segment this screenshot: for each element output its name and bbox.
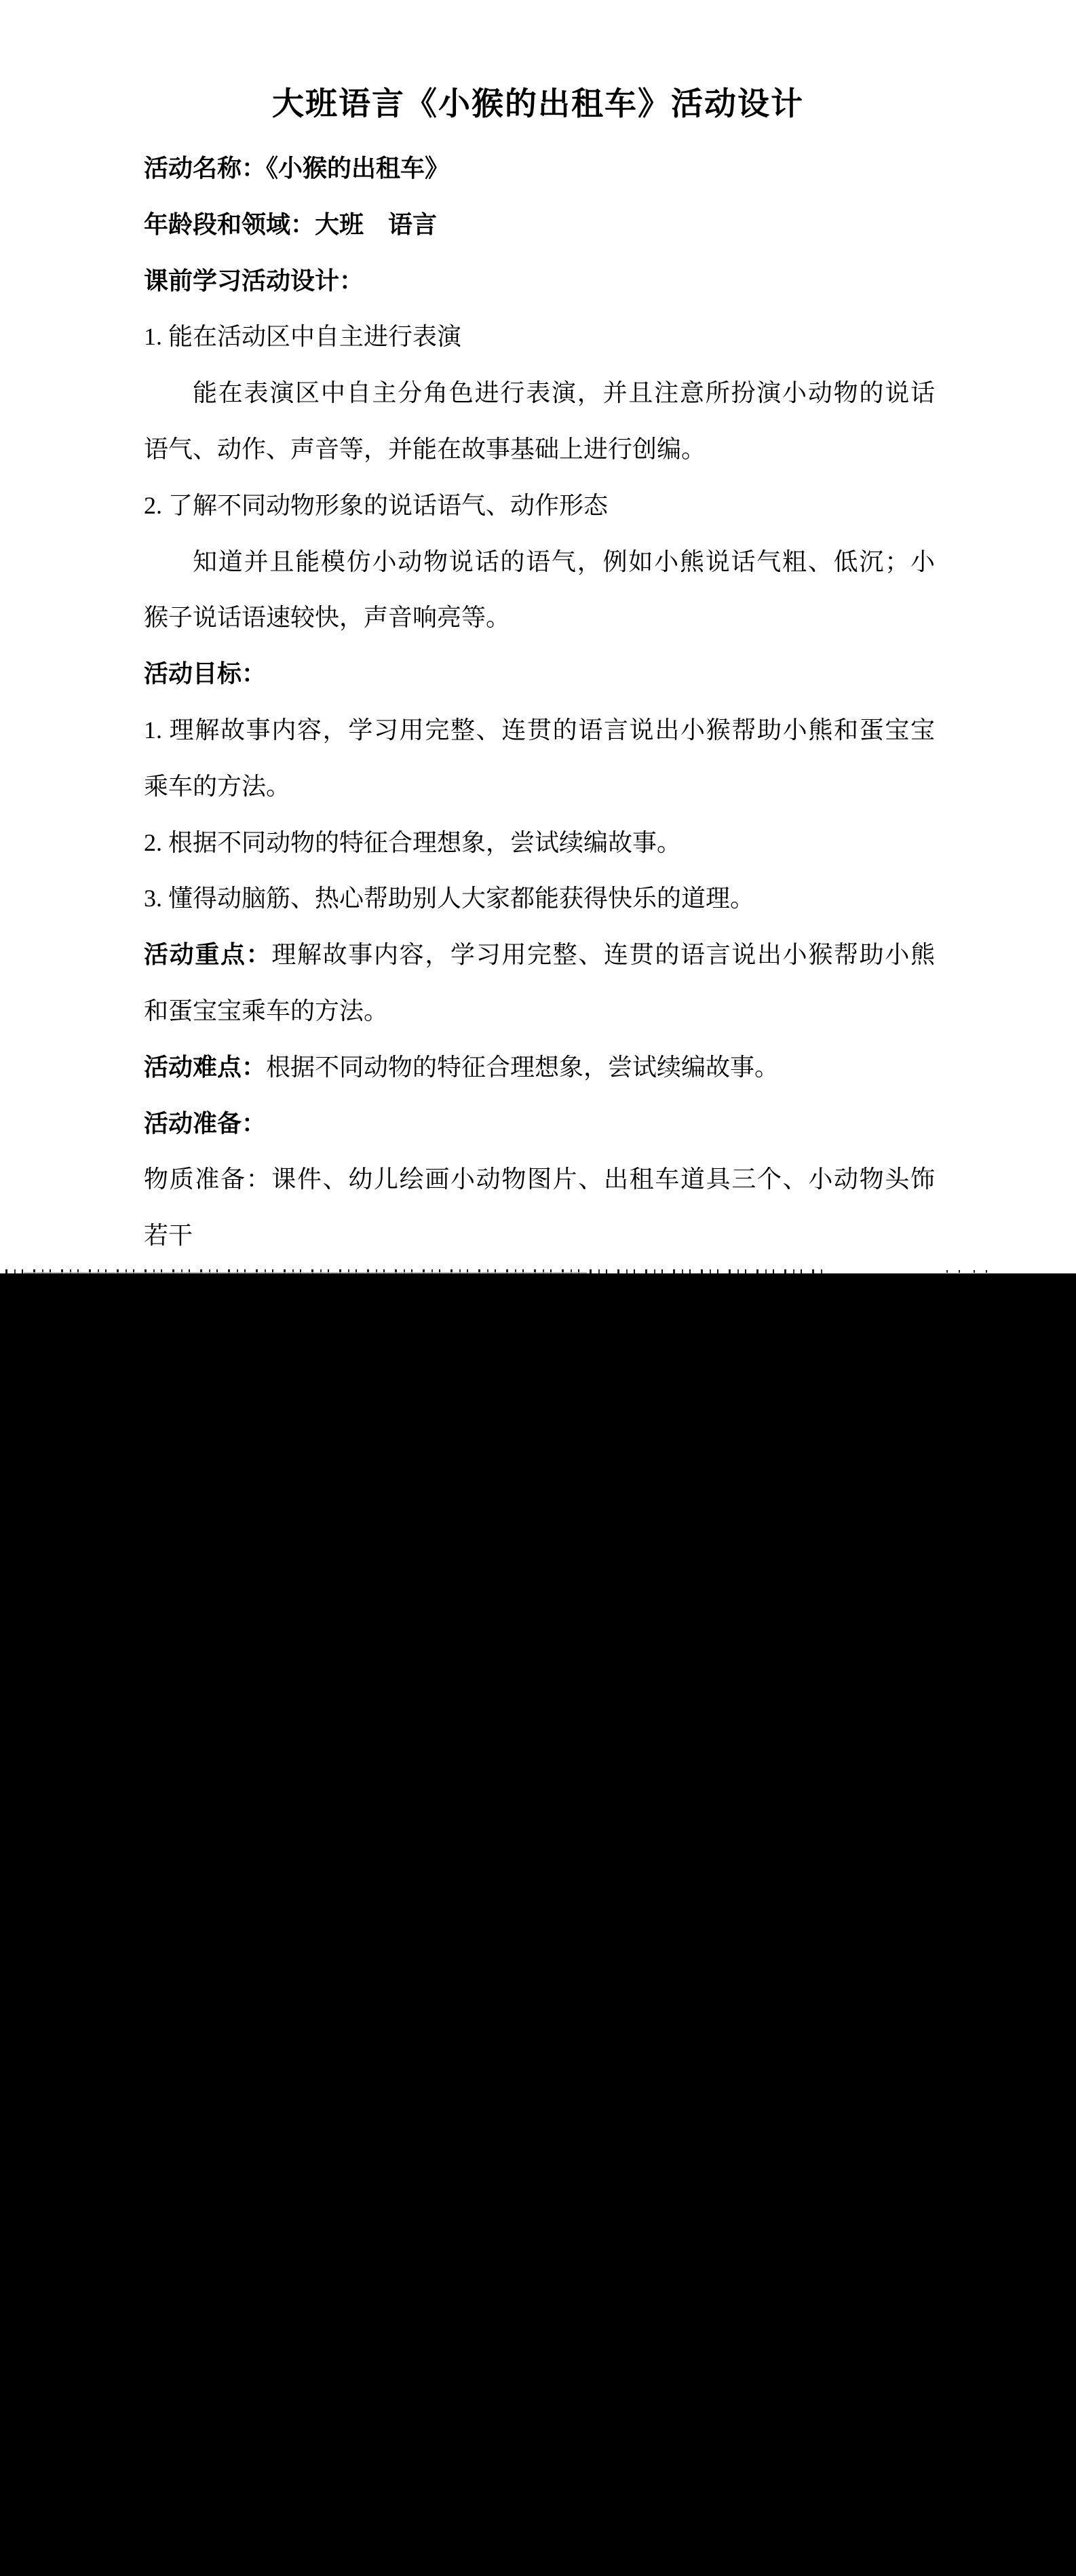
text-run: 活动目标：: [144, 660, 267, 688]
text-line: [144, 815, 935, 871]
text-line: [144, 478, 935, 534]
text-run: 若干: [144, 1222, 193, 1250]
text-line: [144, 421, 935, 478]
black-redaction-area: [0, 1273, 1076, 2576]
text-run: 年龄段和领域：大班 语言: [144, 210, 438, 238]
text-run: 2. 根据不同动物的特征合理想象，尝试续编故事。: [144, 828, 682, 856]
text-run: 1. 理解故事内容，学习用完整、连贯的语言说出小猴帮助小熊和蛋宝宝: [144, 716, 935, 744]
text-run: 2. 了解不同动物形象的说话语气、动作形态: [144, 491, 609, 519]
text-run: 课前学习活动设计：: [144, 267, 364, 294]
clipped-text-fragment-right-marks: [946, 1270, 994, 1273]
text-line: [144, 1208, 935, 1264]
text-run: 和蛋宝宝乘车的方法。: [144, 997, 389, 1024]
text-line: [144, 983, 935, 1039]
text-line: [144, 197, 935, 253]
text-run: 语气、动作、声音等，并能在故事基础上进行创编。: [144, 435, 706, 463]
text-line: [144, 1096, 935, 1152]
text-line: [144, 590, 935, 646]
text-run: 知道并且能模仿小动物说话的语气，例如小熊说话气粗、低沉；小: [193, 547, 935, 575]
text-run: 1. 能在活动区中自主进行表演: [144, 323, 462, 351]
text-run: 3. 懂得动脑筋、热心帮助别人大家都能获得快乐的道理。: [144, 885, 755, 912]
text-line: [144, 309, 935, 365]
text-line: [144, 758, 935, 815]
text-run: 活动难点：: [144, 1053, 267, 1081]
document-body: [144, 140, 935, 1264]
text-line: [144, 927, 935, 983]
text-run: 物质准备：课件、幼儿绘画小动物图片、出租车道具三个、小动物头饰: [144, 1166, 935, 1193]
text-line: [144, 870, 935, 927]
text-line: [144, 534, 935, 590]
text-run: 理解故事内容，学习用完整、连贯的语言说出小猴帮助小熊: [271, 941, 935, 969]
text-line: [144, 140, 935, 197]
text-run: 乘车的方法。: [144, 772, 291, 800]
document-title: 大班语言《小猴的出租车》活动设计: [272, 85, 804, 121]
text-line: [144, 702, 935, 758]
text-line: [144, 646, 935, 702]
text-line: [144, 365, 935, 421]
text-run: 活动准备：: [144, 1109, 267, 1137]
text-run: 猴子说话语速较快，声音响亮等。: [144, 604, 511, 632]
text-line: [144, 253, 935, 309]
text-line: [144, 1151, 935, 1208]
text-run: 活动名称：《小猴的出租车》: [144, 155, 450, 182]
text-run: 活动重点：: [144, 941, 272, 969]
text-run: 能在表演区中自主分角色进行表演，并且注意所扮演小动物的说话: [193, 379, 935, 407]
text-line: [144, 1039, 935, 1096]
text-run: 根据不同动物的特征合理想象，尝试续编故事。: [266, 1053, 780, 1081]
